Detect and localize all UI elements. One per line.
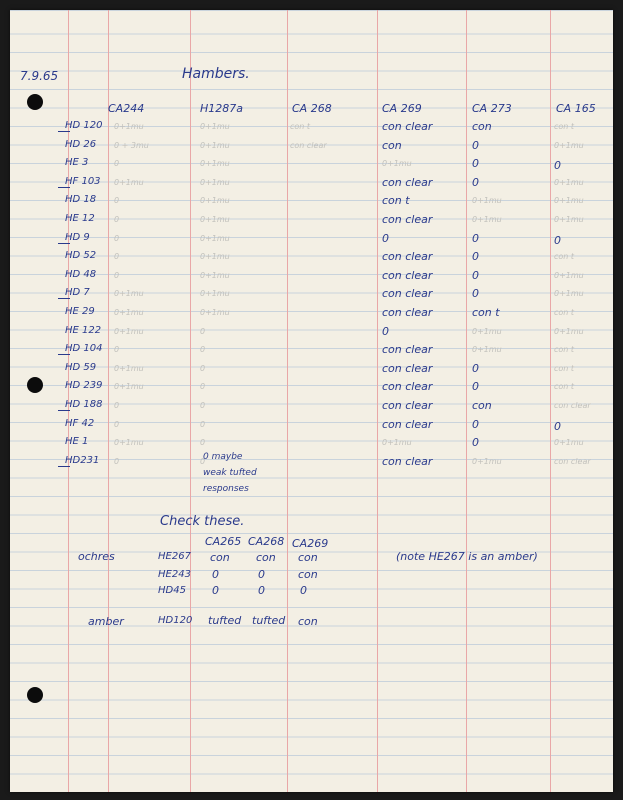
result-cell: 0 — [200, 438, 206, 448]
result-cell: 0 — [200, 363, 206, 373]
result-cell: 0+1mu — [200, 252, 230, 262]
result-cell: 0 — [114, 196, 120, 206]
result-cell: 0 — [200, 419, 206, 429]
column-rule — [287, 10, 288, 792]
result-cell: con clear — [382, 250, 433, 264]
column-rule — [190, 10, 191, 792]
row-id: HD 26 — [65, 138, 97, 150]
check-row-id: HE243 — [158, 569, 191, 580]
check-column-header: CA268 — [248, 535, 285, 548]
column-header: CA244 — [108, 102, 145, 115]
result-cell: 0 — [472, 250, 479, 264]
row-id: HE 3 — [65, 157, 89, 169]
row-marker — [58, 354, 70, 355]
row-id: HD 9 — [65, 231, 90, 243]
result-cell: 0+1mu — [114, 122, 144, 131]
result-cell: 0 — [114, 252, 120, 262]
result-cell: 0 — [114, 456, 120, 466]
result-cell: 0+1mu — [200, 215, 230, 224]
column-header: CA 165 — [556, 102, 596, 115]
punch-hole — [27, 687, 43, 703]
group-label-amber: amber — [88, 615, 124, 628]
result-cell: 0 — [472, 231, 479, 245]
result-cell: 0 — [114, 419, 120, 429]
result-cell: 0 — [472, 175, 479, 189]
result-cell: con clear — [382, 120, 433, 133]
result-cell: 0 — [382, 324, 389, 338]
check-cell: tufted — [208, 614, 242, 627]
result-cell: con t — [554, 345, 575, 355]
result-cell: 0+1mu — [554, 196, 584, 206]
result-cell: 0+1mu — [200, 289, 230, 299]
result-cell: 0 — [472, 268, 479, 282]
result-cell: con — [472, 399, 492, 412]
row-marker — [58, 298, 70, 299]
result-cell: 0 — [472, 417, 479, 431]
check-cell: 0 — [300, 584, 307, 597]
group-label-ochres: ochres — [78, 550, 115, 563]
result-cell: con clear — [382, 213, 433, 226]
row-id: HD 18 — [65, 194, 97, 206]
result-cell: 0 — [114, 345, 120, 355]
check-cell: con — [298, 551, 318, 564]
result-cell: 0+1mu — [200, 177, 230, 187]
row-id: HD 48 — [65, 268, 97, 280]
column-rule — [108, 10, 109, 792]
check-row-id: HE267 — [158, 551, 191, 562]
row-id: HD231 — [65, 454, 100, 466]
row-id: HD 59 — [65, 361, 97, 373]
result-cell: 0 — [114, 215, 120, 224]
result-cell: 0+1mu — [472, 345, 502, 355]
result-cell: 0+1mu — [114, 438, 144, 448]
result-cell: 0+1mu — [200, 140, 230, 150]
result-cell: con t — [554, 363, 575, 373]
column-rule — [550, 10, 551, 792]
row-id: HD 52 — [65, 250, 97, 262]
result-cell: 0 — [114, 233, 120, 243]
notebook-page — [10, 10, 613, 792]
check-cell: 0 — [212, 584, 219, 597]
row-marker — [58, 131, 70, 132]
result-cell: con t — [554, 382, 575, 392]
result-cell: 0 — [200, 401, 206, 410]
result-cell: 0 — [114, 270, 120, 280]
result-cell: con — [472, 120, 492, 133]
result-cell: 0+1mu — [554, 270, 584, 280]
row-marker — [58, 243, 70, 244]
row-id: HD 120 — [65, 120, 103, 131]
result-cell: 0+1mu — [200, 270, 230, 280]
result-cell: 0+1mu — [200, 122, 230, 131]
row-id: HF 42 — [65, 417, 95, 429]
result-cell: con clear — [382, 268, 433, 282]
result-cell: 0 — [554, 233, 561, 247]
result-cell: 0+1mu — [554, 289, 584, 299]
check-column-header: CA265 — [205, 535, 242, 548]
result-cell: 0+1mu — [114, 382, 144, 392]
result-cell: 0+1mu — [554, 140, 584, 150]
result-cell: con clear — [554, 456, 591, 466]
result-cell: 0 — [382, 231, 389, 245]
result-cell: con clear — [382, 417, 433, 431]
result-cell: con t — [382, 194, 410, 208]
column-header: H1287a — [200, 102, 244, 115]
row-id: HD 104 — [65, 343, 103, 355]
row-id: HD 188 — [65, 399, 103, 410]
result-cell: 0 — [554, 419, 561, 433]
column-header: CA 273 — [472, 102, 512, 115]
check-cell: 0 — [258, 568, 265, 581]
result-cell: 0+1mu — [382, 438, 412, 448]
result-cell: con clear — [554, 401, 591, 410]
row-marker — [58, 466, 70, 467]
result-cell: 0+1mu — [472, 215, 502, 224]
punch-hole — [27, 377, 43, 393]
result-cell: con clear — [382, 343, 433, 357]
punch-hole — [27, 94, 43, 110]
result-cell: 0+1mu — [554, 326, 584, 336]
result-cell: con clear — [382, 287, 433, 301]
column-rule — [377, 10, 378, 792]
result-cell: 0+1mu — [200, 308, 230, 317]
result-cell: 0+1mu — [114, 363, 144, 373]
result-cell: 0+1mu — [200, 196, 230, 206]
result-cell: con clear — [382, 175, 433, 189]
result-cell: 0 — [472, 138, 479, 152]
result-cell: 0+1mu — [554, 215, 584, 224]
result-cell: 0 — [472, 380, 479, 394]
column-header: CA 268 — [292, 102, 332, 115]
result-cell: 0 — [200, 456, 206, 466]
result-cell: con t — [290, 122, 311, 131]
margin-note: weak tufted — [203, 468, 257, 478]
result-cell: 0 — [114, 159, 120, 169]
result-cell: 0 — [472, 361, 479, 375]
row-marker — [58, 187, 70, 188]
result-cell: 0+1mu — [114, 326, 144, 336]
result-cell: 0+1mu — [114, 289, 144, 299]
row-id: HD 7 — [65, 287, 90, 299]
column-rule — [466, 10, 467, 792]
result-cell: con t — [554, 252, 575, 262]
check-cell: con — [298, 568, 318, 581]
result-cell: 0 — [114, 401, 120, 410]
result-cell: con t — [554, 122, 575, 131]
check-cell: con — [298, 615, 318, 628]
result-cell: con clear — [382, 306, 433, 319]
result-cell: 0+1mu — [200, 233, 230, 243]
result-cell: 0 — [472, 287, 479, 301]
row-id: HE 1 — [65, 436, 89, 448]
check-cell: 0 — [212, 568, 219, 581]
aside-note: (note HE267 is an amber) — [396, 550, 538, 563]
result-cell: 0+1mu — [472, 326, 502, 336]
result-cell: con clear — [382, 361, 433, 375]
result-cell: con t — [472, 306, 500, 319]
result-cell: 0 — [554, 159, 561, 173]
result-cell: 0 — [200, 326, 206, 336]
result-cell: con clear — [382, 380, 433, 394]
margin-note: 0 maybe — [203, 452, 243, 462]
result-cell: con t — [554, 308, 575, 317]
check-title: Check these. — [160, 514, 245, 529]
page-date: 7.9.65 — [20, 69, 59, 83]
page-title: Hambers. — [182, 66, 250, 82]
result-cell: con clear — [290, 140, 327, 150]
result-cell: con clear — [382, 399, 433, 412]
check-cell: tufted — [252, 614, 286, 627]
result-cell: 0+1mu — [554, 438, 584, 448]
row-id: HF 103 — [65, 175, 101, 187]
result-cell: 0+1mu — [472, 196, 502, 206]
result-cell: 0 + 3mu — [114, 140, 149, 150]
row-id: HE 12 — [65, 213, 95, 224]
result-cell: 0+1mu — [114, 177, 144, 187]
result-cell: 0 — [472, 157, 479, 171]
margin-note: responses — [203, 484, 249, 494]
result-cell: 0 — [200, 345, 206, 355]
row-id: HE 122 — [65, 324, 102, 336]
result-cell: 0+1mu — [554, 177, 584, 187]
check-row-id: HD120 — [158, 615, 193, 626]
check-cell: con — [210, 551, 230, 564]
row-id: HD 239 — [65, 380, 103, 392]
check-row-id: HD45 — [158, 585, 186, 596]
check-cell: 0 — [258, 584, 265, 597]
check-column-header: CA269 — [292, 537, 329, 550]
result-cell: 0+1mu — [472, 456, 502, 466]
result-cell: 0 — [472, 436, 479, 450]
row-marker — [58, 410, 70, 411]
result-cell: 0 — [200, 382, 206, 392]
result-cell: con — [382, 138, 402, 152]
column-header: CA 269 — [382, 102, 422, 115]
check-cell: con — [256, 551, 276, 564]
row-id: HE 29 — [65, 306, 95, 317]
result-cell: 0+1mu — [382, 159, 412, 169]
result-cell: con clear — [382, 454, 433, 468]
result-cell: 0+1mu — [200, 159, 230, 169]
result-cell: 0+1mu — [114, 308, 144, 317]
